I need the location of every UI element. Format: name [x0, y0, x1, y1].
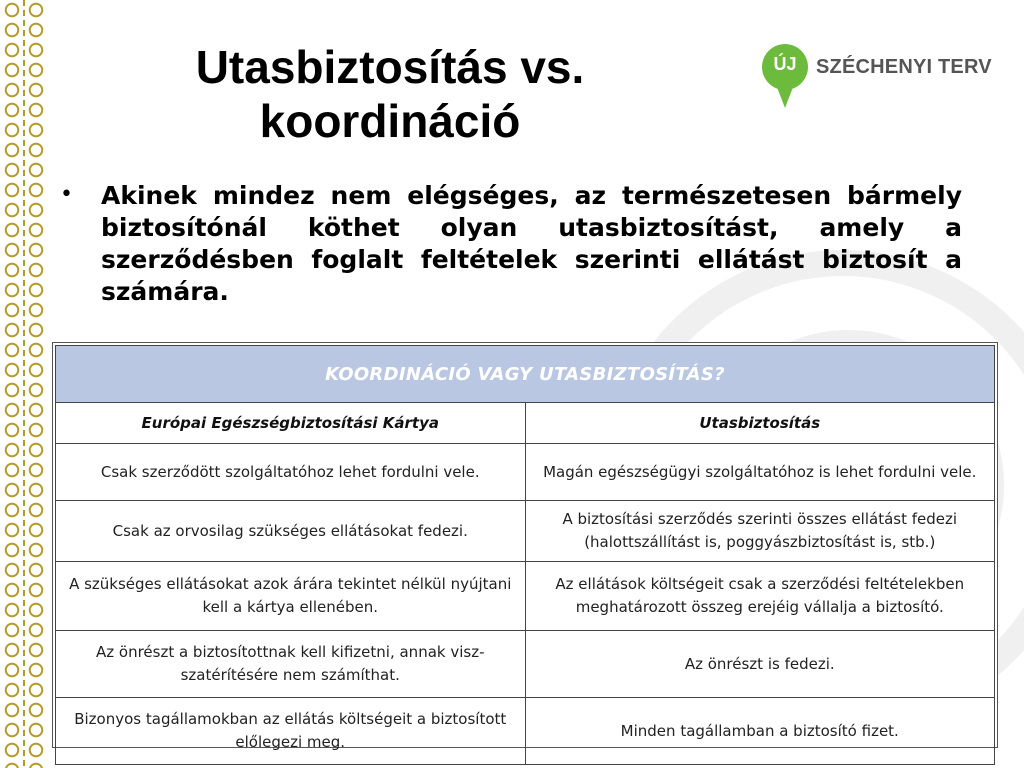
szechenyi-terv-logo: [762, 44, 992, 114]
table-row: [56, 444, 995, 501]
title-line-1: Utasbiztosítás vs.: [195, 41, 585, 93]
ornamental-border: [0, 0, 48, 768]
bullet-point: [60, 180, 962, 308]
table-cell: Az önrészt is fedezi.: [525, 631, 995, 698]
table-cell: Bizonyos tagállamokban az ellátás költségeit a biztosított előlegezi meg.: [56, 698, 526, 765]
table-row: [56, 501, 995, 562]
table-cell: Csak szerződött szolgáltatóhoz lehet fordulni vele.: [56, 444, 526, 501]
table-row: [56, 698, 995, 765]
slide-title: [100, 40, 680, 148]
bullet-dot-icon: •: [60, 182, 73, 207]
table-cell: Minden tagállamban a biztosító fizet.: [525, 698, 995, 765]
title-line-2: koordináció: [259, 95, 521, 147]
table-cell: A szükséges ellátásokat azok árára tekintet nélkül nyújtani kell a kártya ellenében.: [56, 562, 526, 631]
column-header-ehic: Európai Egészségbiztosítási Kártya: [56, 403, 526, 444]
table-row: [56, 631, 995, 698]
table-cell: Az önrészt a biztosítottnak kell kifizetni, annak visz-szatérítésére nem számíthat.: [56, 631, 526, 698]
table-cell: Az ellátások költségeit csak a szerződési feltételekben meghatározott összeg erejéig vállalja a biztosító.: [525, 562, 995, 631]
logo-text: SZÉCHENYI TERV: [816, 56, 992, 78]
logo-pin-label: ÚJ: [773, 54, 797, 74]
table-cell: Csak az orvosilag szükséges ellátásokat fedezi.: [56, 501, 526, 562]
table-row: [56, 562, 995, 631]
table-cell: A biztosítási szerződés szerinti összes ellátást fedezi (halottszállítást is, poggyászbiztosítást is, stb.): [525, 501, 995, 562]
comparison-table: [52, 342, 998, 751]
table-caption: KOORDINÁCIÓ VAGY UTASBIZTOSÍTÁS?: [56, 346, 995, 403]
bullet-text: Akinek mindez nem elégséges, az természetesen bármely biztosítónál köthet olyan utasbiztosítást, amely a szerződésben foglalt feltételek szerinti ellátást biztosít a számára.: [101, 181, 962, 306]
location-pin-icon: [762, 44, 808, 90]
column-header-travel-insurance: Utasbiztosítás: [525, 403, 995, 444]
table-cell: Magán egészségügyi szolgáltatóhoz is lehet fordulni vele.: [525, 444, 995, 501]
